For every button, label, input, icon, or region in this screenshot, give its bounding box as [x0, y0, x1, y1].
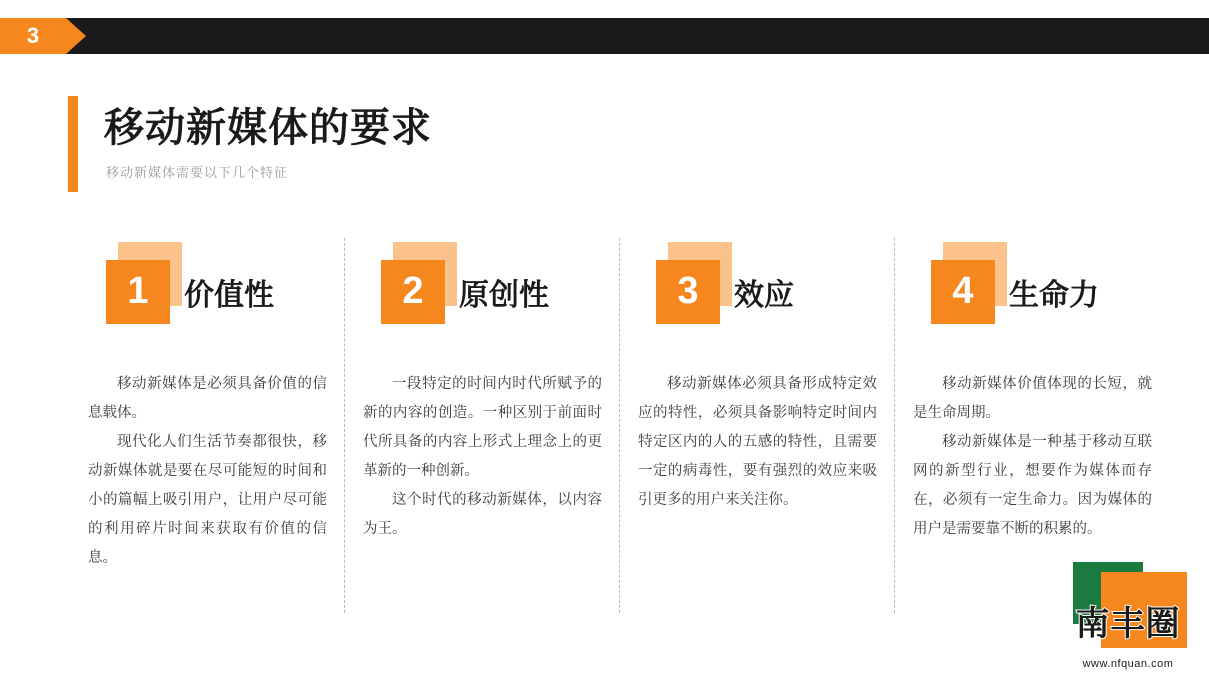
feature-paragraph: 这个时代的移动新媒体，以内容为王。 [363, 492, 602, 537]
feature-title: 效应 [734, 279, 794, 312]
feature-body [638, 370, 877, 515]
feature-number: 1 [127, 270, 149, 312]
slide-top-bar [0, 18, 1209, 54]
feature-paragraph: 移动新媒体是一种基于移动互联网的新型行业，想要作为媒体而存在，必须有一定生命力。因为媒体的用户是需要靠不断的积累的。 [913, 434, 1152, 537]
feature-columns [70, 238, 1170, 613]
feature-paragraph: 现代化人们生活节奏都很快，移动新媒体就是要在尽可能短的时间和小的篇幅上吸引用户，让用户尽可能的利用碎片时间来获取有价值的信息。 [88, 434, 327, 566]
logo-url: www.nfquan.com [1082, 658, 1174, 670]
page-title: 移动新媒体的要求 [104, 106, 432, 150]
feature-header [638, 238, 877, 348]
feature-header [363, 238, 602, 348]
feature-column [70, 238, 345, 613]
feature-number: 3 [677, 270, 699, 312]
feature-column [345, 238, 620, 613]
feature-number: 4 [952, 270, 974, 312]
top-bar-arrow-icon [66, 18, 86, 54]
logo-name: 南丰圈 [1075, 605, 1181, 643]
feature-header [913, 238, 1152, 348]
slide-number: 3 [26, 23, 40, 48]
top-bar-black-band [60, 18, 1209, 54]
feature-title: 生命力 [1009, 279, 1099, 312]
feature-body [363, 370, 602, 544]
title-accent-bar [68, 96, 78, 192]
feature-paragraph: 一段特定的时间内时代所赋予的新的内容的创造。一种区别于前面时代所具备的内容上形式上理念上的更革新的一种创新。 [363, 376, 602, 479]
page-subtitle: 移动新媒体需要以下几个特征 [106, 165, 289, 180]
feature-column [895, 238, 1170, 613]
feature-number: 2 [402, 270, 424, 312]
feature-paragraph: 移动新媒体必须具备形成特定效应的特性，必须具备影响特定时间内特定区内的人的五感的特性，且需要一定的病毒性，要有强烈的效应来吸引更多的用户来关注你。 [638, 376, 877, 508]
feature-title: 原创性 [459, 279, 549, 312]
feature-paragraph: 移动新媒体价值体现的长短，就是生命周期。 [913, 376, 1152, 421]
feature-paragraph: 移动新媒体是必须具备价值的信息载体。 [88, 376, 327, 421]
title-block [68, 96, 768, 192]
feature-body [88, 370, 327, 573]
brand-logo [1065, 562, 1191, 672]
feature-column [620, 238, 895, 613]
feature-title: 价值性 [184, 279, 274, 312]
feature-header [88, 238, 327, 348]
feature-body [913, 370, 1152, 544]
